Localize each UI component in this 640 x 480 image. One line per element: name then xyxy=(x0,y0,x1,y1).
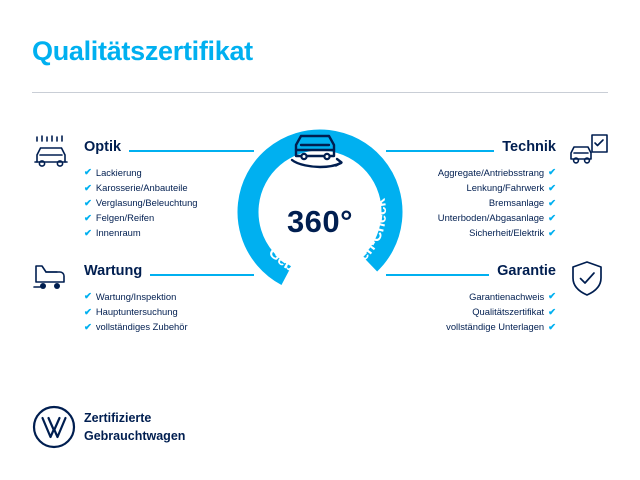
page-title: Qualitätszertifikat xyxy=(32,36,253,66)
list-item-label: Lackierung xyxy=(95,166,142,178)
check-icon: ✔ xyxy=(84,290,92,302)
check-icon: ✔ xyxy=(84,227,92,239)
list-item-label: vollständige Unterlagen xyxy=(446,320,545,332)
check-icon: ✔ xyxy=(548,305,556,317)
badge-ring-label: Gebrauchtwagen-Check xyxy=(264,197,391,283)
section-optik-header xyxy=(84,140,254,155)
section-wartung-title: Wartung xyxy=(84,263,143,279)
list-item-label: Lenkung/Fahrwerk xyxy=(466,181,545,193)
check-icon: ✔ xyxy=(548,196,556,208)
check-icon: ✔ xyxy=(548,290,556,302)
list-item xyxy=(84,225,254,240)
list-item xyxy=(386,195,556,210)
section-technik-items xyxy=(386,165,556,241)
list-item xyxy=(84,319,254,334)
footer-brand-text xyxy=(84,410,185,446)
car-wash-icon xyxy=(30,132,72,174)
list-item-label: Verglasung/Beleuchtung xyxy=(95,196,198,208)
section-garantie-title: Garantie xyxy=(497,263,556,279)
list-item xyxy=(84,210,254,225)
check-icon: ✔ xyxy=(84,196,92,208)
list-item xyxy=(386,304,556,319)
list-item-label: Wartung/Inspektion xyxy=(95,290,177,302)
section-garantie-divider xyxy=(386,274,489,276)
check-icon: ✔ xyxy=(84,181,92,193)
list-item-label: Garantienachweis xyxy=(469,290,545,302)
section-technik xyxy=(386,140,556,241)
list-item xyxy=(84,304,254,319)
check-icon: ✔ xyxy=(548,166,556,178)
section-wartung-divider xyxy=(150,274,254,276)
check-icon: ✔ xyxy=(548,320,556,332)
quality-check-badge xyxy=(228,120,412,304)
list-item-label: Aggregate/Antriebsstrang xyxy=(437,166,545,178)
list-item-label: Unterboden/Abgasanlage xyxy=(437,212,545,224)
section-wartung-header xyxy=(84,264,254,279)
volkswagen-logo xyxy=(32,405,76,449)
list-item-label: Felgen/Reifen xyxy=(95,212,155,224)
section-optik-title: Optik xyxy=(84,139,122,155)
car-checklist-icon xyxy=(568,132,610,174)
list-item xyxy=(386,225,556,240)
list-item xyxy=(386,165,556,180)
check-icon: ✔ xyxy=(84,320,92,332)
check-icon: ✔ xyxy=(548,227,556,239)
footer-line-2: Gebrauchtwagen xyxy=(84,428,186,443)
badge-center-label: 360° xyxy=(286,204,354,239)
section-garantie-items xyxy=(386,289,556,335)
list-item-label: Sicherheit/Elektrik xyxy=(469,227,545,239)
list-item-label: Qualitätszertifikat xyxy=(472,305,545,317)
list-item xyxy=(386,210,556,225)
list-item xyxy=(386,289,556,304)
section-garantie xyxy=(386,264,556,334)
check-icon: ✔ xyxy=(548,212,556,224)
section-technik-divider xyxy=(386,150,494,152)
list-item xyxy=(386,180,556,195)
list-item xyxy=(84,180,254,195)
check-icon: ✔ xyxy=(84,212,92,224)
list-item xyxy=(84,289,254,304)
car-360-icon xyxy=(286,126,354,172)
section-optik-divider xyxy=(129,150,254,152)
car-lift-icon xyxy=(30,256,72,298)
list-item xyxy=(386,319,556,334)
title-divider xyxy=(32,92,608,93)
check-icon: ✔ xyxy=(84,305,92,317)
section-optik xyxy=(84,140,254,241)
section-technik-header xyxy=(386,140,556,155)
section-garantie-header xyxy=(386,264,556,279)
section-wartung-items xyxy=(84,289,254,335)
check-icon: ✔ xyxy=(84,166,92,178)
section-optik-items xyxy=(84,165,254,241)
section-wartung xyxy=(84,264,254,334)
list-item-label: Karosserie/Anbauteile xyxy=(95,181,188,193)
section-technik-title: Technik xyxy=(502,139,556,155)
list-item xyxy=(84,195,254,210)
check-icon: ✔ xyxy=(548,181,556,193)
footer-line-1: Zertifizierte xyxy=(84,411,152,425)
list-item-label: vollständiges Zubehör xyxy=(95,320,188,332)
list-item-label: Bremsanlage xyxy=(488,196,545,208)
list-item-label: Innenraum xyxy=(95,227,141,239)
shield-check-icon xyxy=(566,258,608,300)
list-item xyxy=(84,165,254,180)
list-item-label: Hauptuntersuchung xyxy=(95,305,178,317)
